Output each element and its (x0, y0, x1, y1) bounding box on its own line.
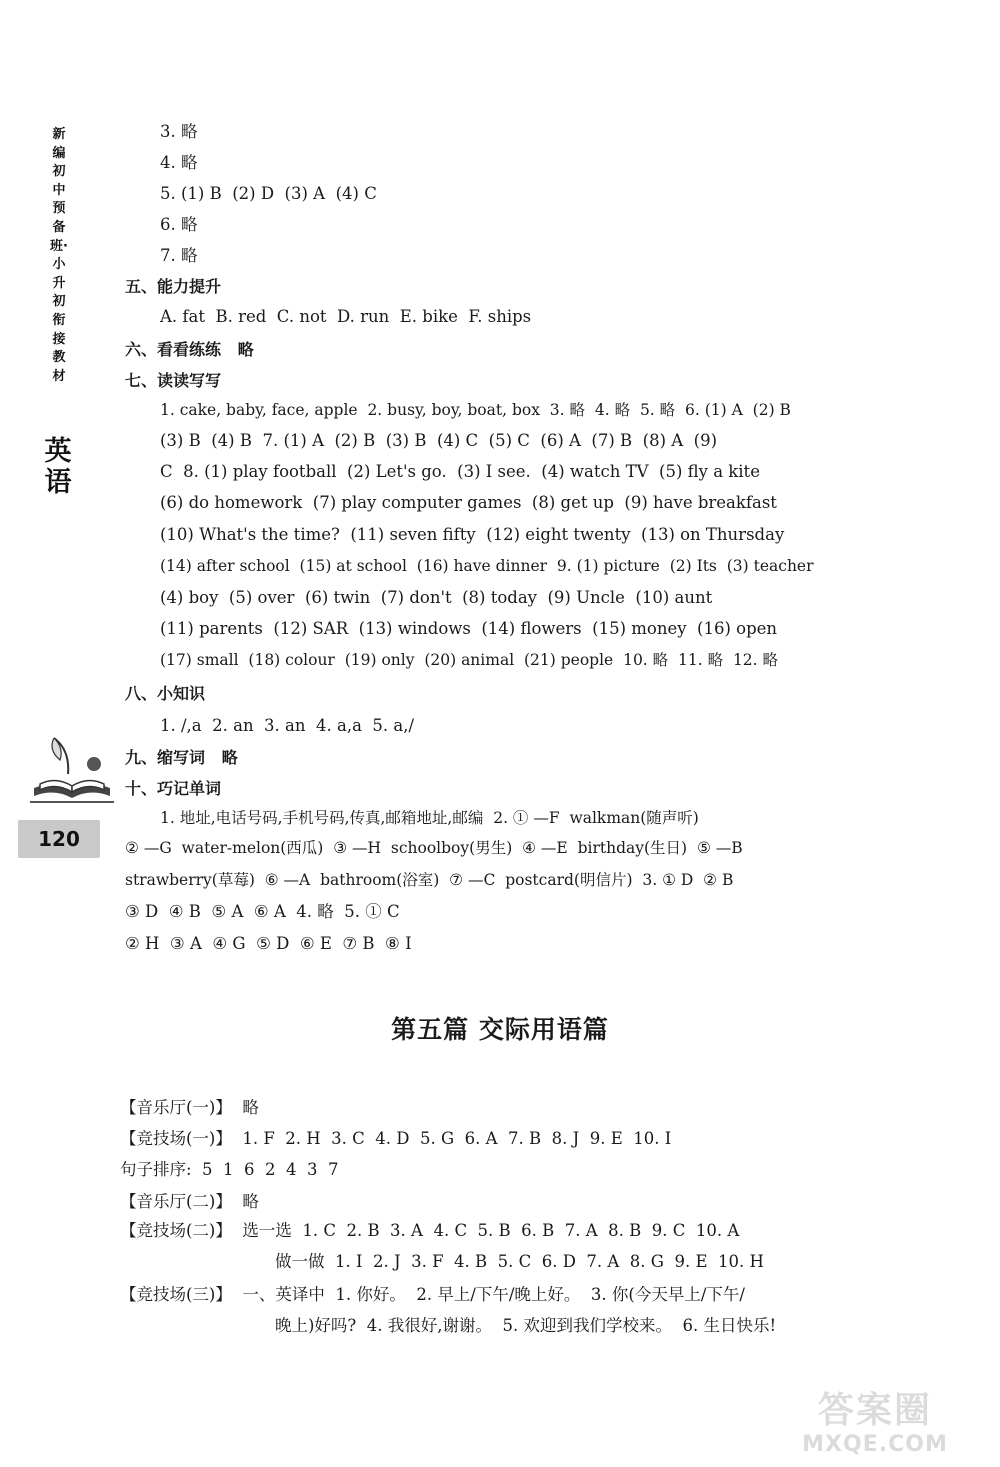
book-title-vertical: 新编初中预备班·小升初衔接教材 (50, 127, 68, 384)
answer-line: 1. cake, baby, face, apple 2. busy, boy, boat, box 3. 略 4. 略 5. 略 6. (1) A (2) B (160, 401, 791, 419)
answer-line: strawberry(草莓) ⑥ —A bathroom(浴室) ⑦ —C postcard(明信片) 3. ① D ② B (125, 871, 734, 889)
answer-line: 晚上)好吗? 4. 我很好,谢谢。 5. 欢迎到我们学校来。 6. 生日快乐! (275, 1316, 777, 1335)
answer-line: 【竞技场(一)】 1. F 2. H 3. C 4. D 5. G 6. A 7. B 8. J 9. E 10. I (120, 1129, 672, 1148)
answer-line: 3. 略 (160, 122, 198, 141)
section-heading: 九、缩写词 略 (125, 748, 238, 767)
answer-line: 【竞技场(二)】 选一选 1. C 2. B 3. A 4. C 5. B 6. B 7. A 8. B 9. C 10. A (120, 1221, 740, 1240)
answer-line: (4) boy (5) over (6) twin (7) don't (8) today (9) Uncle (10) aunt (160, 588, 713, 607)
answer-line: (10) What's the time? (11) seven fifty (12) eight twenty (13) on Thursday (160, 525, 785, 544)
answer-line: ② H ③ A ④ G ⑤ D ⑥ E ⑦ B ⑧ I (125, 934, 412, 953)
answer-line: 【音乐厅(一)】 略 (120, 1098, 259, 1117)
answer-line: 7. 略 (160, 246, 198, 265)
answer-line: (6) do homework (7) play computer games (8) get up (9) have breakfast (160, 493, 777, 512)
section-heading: 五、能力提升 (125, 277, 222, 296)
watermark (760, 1388, 990, 1458)
page-number: 120 (18, 820, 100, 858)
answer-line: 句子排序: 5 1 6 2 4 3 7 (120, 1160, 339, 1179)
answer-line: ② —G water-melon(西瓜) ③ —H schoolboy(男生) ④ —E birthday(生日) ⑤ —B (125, 839, 743, 857)
answer-line: 5. (1) B (2) D (3) A (4) C (160, 184, 377, 203)
answer-line: (17) small (18) colour (19) only (20) animal (21) people 10. 略 11. 略 12. 略 (160, 651, 779, 669)
answer-line: ③ D ④ B ⑤ A ⑥ A 4. 略 5. ① C (125, 902, 400, 921)
answer-line: 【音乐厅(二)】 略 (120, 1192, 259, 1211)
answer-line: A. fat B. red C. not D. run E. bike F. ships (160, 307, 532, 326)
answer-line: 1. /,a 2. an 3. an 4. a,a 5. a,/ (160, 716, 415, 735)
book-and-quill-icon (24, 730, 120, 810)
section-title: 第五篇 交际用语篇 (391, 1015, 609, 1044)
answer-line: (3) B (4) B 7. (1) A (2) B (3) B (4) C (5) C (6) A (7) B (8) A (9) (160, 431, 718, 450)
subject-label: 英语 (44, 436, 72, 498)
watermark-logo: 答案圈 (817, 1390, 932, 1431)
answer-line: 4. 略 (160, 153, 198, 172)
answer-line: 1. 地址,电话号码,手机号码,传真,邮箱地址,邮编 2. ① —F walkman(随声听) (160, 809, 699, 827)
answer-line: 【竞技场(三)】 一、英译中 1. 你好。 2. 早上/下午/晚上好。 3. 你(今天早上/下午/ (120, 1285, 745, 1304)
section-heading: 八、小知识 (125, 684, 206, 703)
section-heading: 十、巧记单词 (125, 779, 222, 798)
answer-line: (14) after school (15) at school (16) have dinner 9. (1) picture (2) Its (3) teacher (160, 557, 814, 575)
watermark-url: MXQE.COM (802, 1432, 948, 1457)
answer-line: 6. 略 (160, 215, 198, 234)
section-heading: 七、读读写写 (125, 371, 222, 390)
answer-line: 做一做 1. I 2. J 3. F 4. B 5. C 6. D 7. A 8. G 9. E 10. H (275, 1252, 764, 1271)
answer-line: (11) parents (12) SAR (13) windows (14) flowers (15) money (16) open (160, 619, 778, 638)
answer-line: C 8. (1) play football (2) Let's go. (3) I see. (4) watch TV (5) fly a kite (160, 462, 760, 481)
section-heading: 六、看看练练 略 (125, 340, 254, 359)
